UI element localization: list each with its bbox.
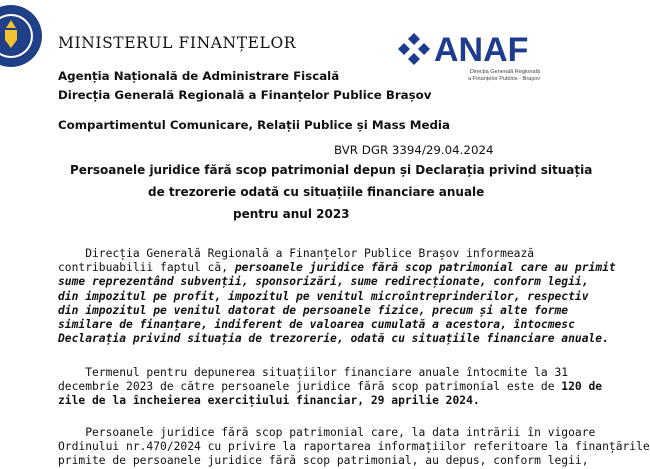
anaf-subtitle: Direcția Generală Regională a Finanțelor Publice - Brașov [468,69,540,82]
body-paragraph-3: Persoanele juridice fără scop patrimonial care, la data intrării în vigoare Ordinului nr.470/2024 cu privire la raportarea informațiilor referitoare la finanțările primite de persoanele juridice fără scop patrimonial, au depus, conform legii, [58,426,650,468]
direction-name: Direcția Generală Regională a Finanțelor Publice Brașov [58,88,432,102]
anaf-logo-text: ANAF [434,31,529,69]
agency-name: Agenția Națională de Administrare Fiscală [58,69,340,83]
reference-number: BVR DGR 3394/29.04.2024 [334,143,494,157]
document-title-line2: de trezorerie odată cu situațiile financiare anuale [148,185,485,199]
document-title-line3: pentru anul 2023 [233,207,350,221]
anaf-logo [398,30,548,69]
ministry-seal-logo [0,3,44,69]
body-paragraph-2: Termenul pentru depunerea situațiilor financiare anuale întocmite la 31 decembrie 2023 de către persoanele juridice fără scop patrimonial este de 120 de zile de la încheierea exercițiului financiar, 29 aprilie 2024. [58,366,603,408]
body-paragraph-1: Direcția Generală Regională a Finanțelor Publice Brașov informează contribuabilii faptul că, persoanele juridice fără scop patrimonial care au primit sume reprezentând subvenții, sponsorizări, sume redirecționate, conform legii, din impozitul pe profit, impozitul pe venitul microîntreprinderilor, respectiv din impozitul pe venitul datorat de persoanele fizice, precum și alte forme similare de finanțare, indiferent de valoarea cumulată a acestora, întocmesc Declarația privind situația de trezorerie, odată cu situațiile financiare anuale. [58,247,616,346]
ministry-name: MINISTERUL FINANȚELOR [58,34,297,52]
document-title-line1: Persoanele juridice fără scop patrimonial depun și Declarația privind situația [70,163,593,177]
department-name: Compartimentul Comunicare, Relații Publice și Mass Media [58,118,450,132]
